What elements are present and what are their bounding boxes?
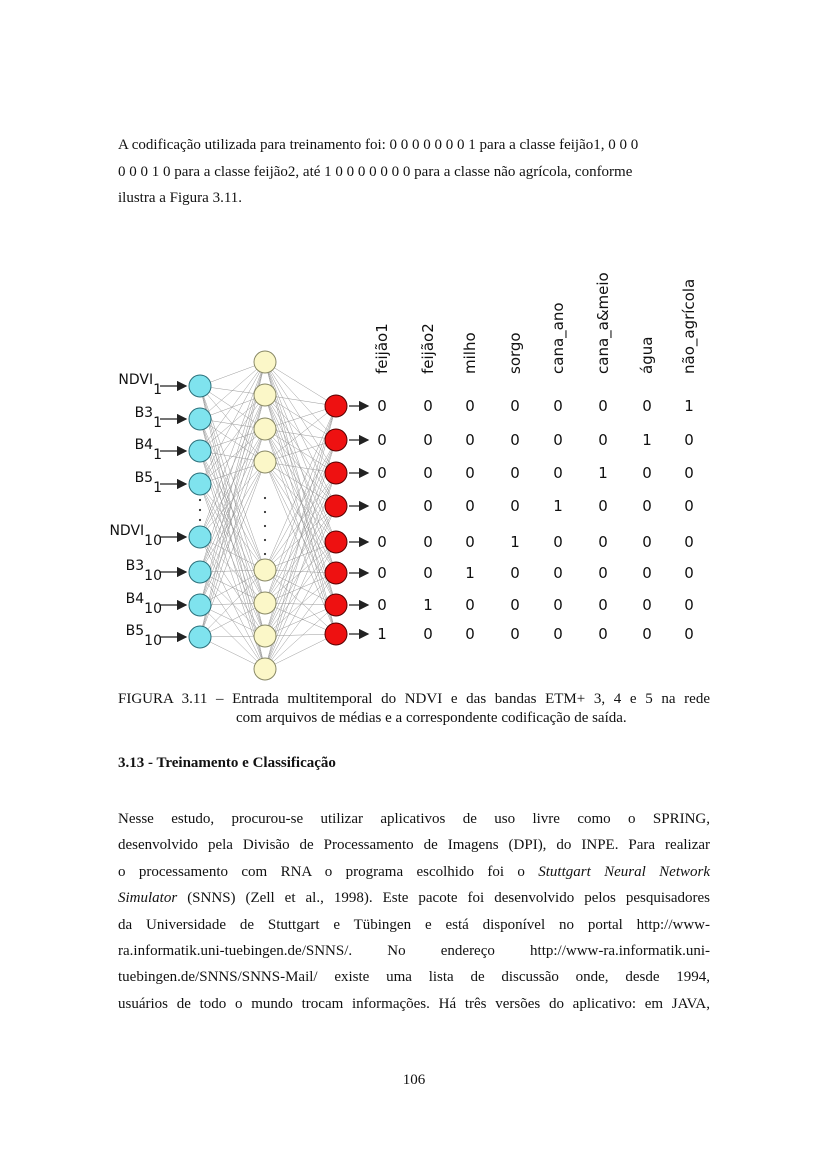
input-label: B31 bbox=[134, 405, 162, 431]
ellipsis-dot bbox=[264, 553, 266, 555]
body-paragraph bbox=[118, 806, 710, 1017]
code-digit: 0 bbox=[510, 497, 520, 515]
code-digit: 0 bbox=[642, 464, 652, 482]
class-label: cana_a&meio bbox=[594, 272, 612, 374]
code-digit: 1 bbox=[377, 625, 387, 643]
code-digit: 0 bbox=[684, 564, 694, 582]
input-label: B310 bbox=[125, 558, 162, 584]
code-digit: 0 bbox=[377, 431, 387, 449]
input-label: NDVI1 bbox=[118, 372, 162, 398]
network-diagram bbox=[110, 260, 710, 690]
code-digit: 0 bbox=[423, 464, 433, 482]
code-digit: 0 bbox=[465, 625, 475, 643]
code-digit: 0 bbox=[684, 533, 694, 551]
code-digit: 0 bbox=[553, 464, 563, 482]
intro-line-3: ilustra a Figura 3.11. bbox=[118, 190, 243, 206]
code-digit: 0 bbox=[377, 397, 387, 415]
code-digit: 1 bbox=[423, 596, 433, 614]
code-digit: 0 bbox=[553, 564, 563, 582]
body-line-7: tuebingen.de/SNNS/SNNS-Mail/ existe uma lista de discussão onde, desde 1994, bbox=[118, 969, 710, 986]
code-digit: 0 bbox=[642, 397, 652, 415]
class-label: sorgo bbox=[506, 332, 524, 374]
connection-edge bbox=[265, 406, 336, 462]
input-label: B410 bbox=[125, 591, 162, 617]
code-digit: 0 bbox=[377, 533, 387, 551]
code-digit: 1 bbox=[642, 431, 652, 449]
code-digit: 0 bbox=[553, 533, 563, 551]
code-digit: 0 bbox=[642, 564, 652, 582]
input-node bbox=[189, 594, 211, 616]
code-digit: 0 bbox=[377, 596, 387, 614]
hidden-node bbox=[254, 351, 276, 373]
code-digit: 0 bbox=[510, 397, 520, 415]
intro-line-2: 0 0 0 1 0 para a classe feijão2, até 1 0 0 0 0 0 0 0 para a classe não agrícola, conforme bbox=[118, 163, 633, 180]
ellipsis-dot bbox=[199, 509, 201, 511]
class-label: cana_ano bbox=[549, 302, 567, 374]
hidden-node bbox=[254, 658, 276, 680]
body-line-4-italic: Simulator bbox=[118, 890, 178, 907]
body-line-5: da Universidade de Stuttgart e Tübingen e está disponível no portal http://www- bbox=[118, 916, 710, 933]
ellipsis-dot bbox=[199, 499, 201, 501]
ellipsis-dot bbox=[264, 511, 266, 513]
output-node bbox=[325, 562, 347, 584]
code-digit: 0 bbox=[642, 625, 652, 643]
input-label: NDVI10 bbox=[110, 523, 162, 549]
code-digit: 0 bbox=[423, 431, 433, 449]
input-label: B51 bbox=[134, 470, 162, 496]
hidden-node bbox=[254, 625, 276, 647]
body-line-4-post: (SNNS) (Zell et al., 1998). Este pacote foi desenvolvido pelos pesquisadores bbox=[177, 890, 710, 907]
code-digit: 0 bbox=[465, 464, 475, 482]
class-label: água bbox=[638, 336, 656, 374]
code-digit: 0 bbox=[553, 397, 563, 415]
ellipsis-dot bbox=[264, 539, 266, 541]
code-digit: 1 bbox=[465, 564, 475, 582]
code-digit: 0 bbox=[642, 497, 652, 515]
section-heading: 3.13 - Treinamento e Classificação bbox=[118, 755, 336, 771]
code-digit: 0 bbox=[423, 497, 433, 515]
code-digit: 0 bbox=[423, 564, 433, 582]
class-label: milho bbox=[461, 332, 479, 374]
body-line-2: desenvolvido pela Divisão de Processamento de Imagens (DPI), do INPE. Para realizar bbox=[118, 837, 710, 854]
intro-line-1: A codificação utilizada para treinamento foi: 0 0 0 0 0 0 0 1 para a classe feijão1, 0 0 0 bbox=[118, 137, 639, 153]
code-digit: 0 bbox=[510, 464, 520, 482]
code-digit: 0 bbox=[598, 397, 608, 415]
body-line-3-italic: Stuttgart Neural Network bbox=[538, 863, 710, 880]
body-line-3-pre: o processamento com RNA o programa escolhido foi o bbox=[118, 863, 539, 880]
ellipsis-dot bbox=[264, 525, 266, 527]
code-digit: 0 bbox=[510, 596, 520, 614]
code-digit: 0 bbox=[465, 397, 475, 415]
code-digit: 0 bbox=[598, 625, 608, 643]
code-digit: 0 bbox=[465, 431, 475, 449]
connection-edge bbox=[200, 395, 265, 484]
input-node bbox=[189, 375, 211, 397]
output-node bbox=[325, 623, 347, 645]
code-digit: 0 bbox=[423, 533, 433, 551]
output-node bbox=[325, 495, 347, 517]
code-digit: 0 bbox=[598, 533, 608, 551]
input-node bbox=[189, 526, 211, 548]
code-digit: 0 bbox=[510, 431, 520, 449]
code-digit: 0 bbox=[377, 464, 387, 482]
code-digit: 1 bbox=[510, 533, 520, 551]
hidden-node bbox=[254, 592, 276, 614]
body-line-4 bbox=[118, 885, 710, 911]
connection-edge bbox=[200, 362, 265, 451]
hidden-node bbox=[254, 418, 276, 440]
code-digit: 0 bbox=[465, 596, 475, 614]
input-node bbox=[189, 626, 211, 648]
hidden-node bbox=[254, 451, 276, 473]
code-digit: 0 bbox=[598, 497, 608, 515]
code-digit: 0 bbox=[642, 596, 652, 614]
code-digit: 0 bbox=[465, 533, 475, 551]
code-digit: 1 bbox=[598, 464, 608, 482]
class-label: não_agrícola bbox=[680, 278, 698, 374]
figure-caption bbox=[118, 690, 710, 728]
code-digit: 0 bbox=[423, 397, 433, 415]
code-digit: 0 bbox=[510, 625, 520, 643]
intro-paragraph bbox=[118, 132, 710, 212]
code-digit: 0 bbox=[684, 431, 694, 449]
code-digit: 0 bbox=[553, 596, 563, 614]
body-line-6: ra.informatik.uni-tuebingen.de/SNNS/. No endereço http://www-ra.informatik.uni- bbox=[118, 942, 710, 959]
output-node bbox=[325, 429, 347, 451]
connection-edge bbox=[200, 484, 265, 636]
input-node bbox=[189, 561, 211, 583]
code-digit: 0 bbox=[377, 564, 387, 582]
code-digit: 0 bbox=[598, 564, 608, 582]
output-node bbox=[325, 395, 347, 417]
input-node bbox=[189, 473, 211, 495]
hidden-node bbox=[254, 384, 276, 406]
connection-edge bbox=[200, 362, 265, 637]
code-digit: 0 bbox=[684, 625, 694, 643]
connection-edge bbox=[200, 419, 265, 570]
page-number: 106 bbox=[402, 1072, 426, 1088]
caption-line-1: FIGURA 3.11 – Entrada multitemporal do NDVI e das bandas ETM+ 3, 4 e 5 na rede bbox=[118, 691, 710, 707]
output-node bbox=[325, 594, 347, 616]
code-digit: 0 bbox=[553, 625, 563, 643]
input-node bbox=[189, 440, 211, 462]
code-digit: 0 bbox=[684, 596, 694, 614]
input-label: B510 bbox=[125, 623, 162, 649]
ellipsis-dot bbox=[199, 519, 201, 521]
input-label: B41 bbox=[134, 437, 162, 463]
code-digit: 0 bbox=[465, 497, 475, 515]
body-line-1: Nesse estudo, procurou-se utilizar aplicativos de uso livre como o SPRING, bbox=[118, 811, 710, 827]
code-digit: 0 bbox=[642, 533, 652, 551]
code-digit: 0 bbox=[598, 431, 608, 449]
ellipsis-dot bbox=[264, 497, 266, 499]
code-digit: 0 bbox=[510, 564, 520, 582]
class-label: feijão2 bbox=[419, 323, 437, 374]
hidden-node bbox=[254, 559, 276, 581]
connection-edge bbox=[200, 484, 265, 603]
input-node bbox=[189, 408, 211, 430]
output-node bbox=[325, 462, 347, 484]
connection-edges bbox=[200, 362, 336, 669]
body-line-8: usuários de todo o mundo trocam informações. Há três versões do aplicativo: em JAVA, bbox=[118, 995, 710, 1012]
code-digit: 0 bbox=[684, 464, 694, 482]
code-digit: 0 bbox=[553, 431, 563, 449]
code-digit: 0 bbox=[684, 497, 694, 515]
code-digit: 0 bbox=[423, 625, 433, 643]
code-digit: 1 bbox=[684, 397, 694, 415]
code-digit: 0 bbox=[377, 497, 387, 515]
code-digit: 1 bbox=[553, 497, 563, 515]
body-line-3 bbox=[118, 859, 710, 885]
class-label: feijão1 bbox=[373, 323, 391, 374]
network-figure bbox=[110, 260, 710, 690]
caption-line-2: com arquivos de médias e a correspondente codificação de saída. bbox=[236, 710, 627, 726]
output-node bbox=[325, 531, 347, 553]
code-digit: 0 bbox=[598, 596, 608, 614]
